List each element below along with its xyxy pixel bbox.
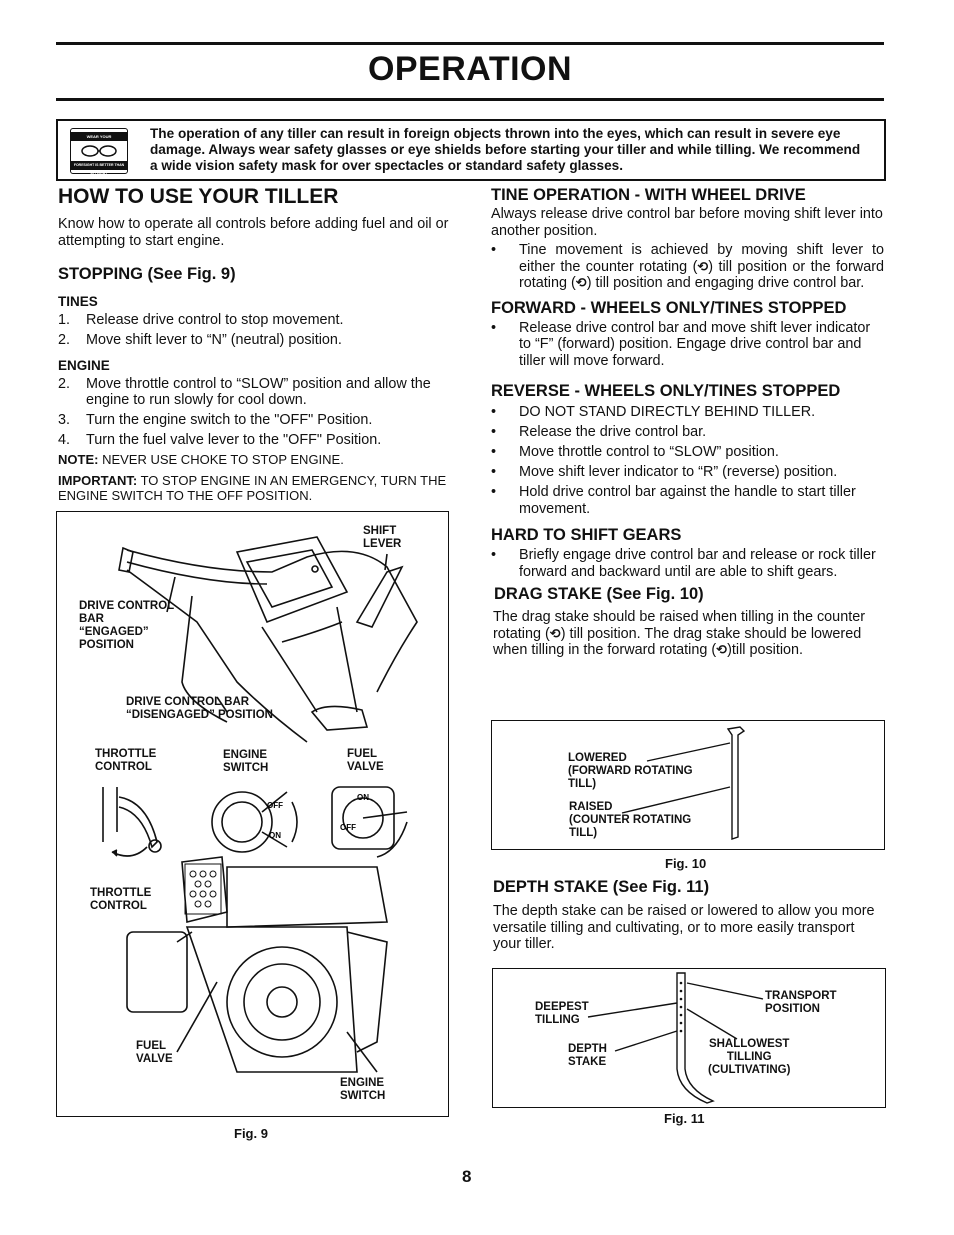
counter-rotating-icon: ⟲ [549,625,561,641]
raised-label: RAISED (COUNTER ROTATING TILL) [569,801,692,839]
list-item: • Briefly engage drive control bar and release or rock tiller forward and backward until are able to shift gears. [491,547,876,580]
list-item: • Move throttle control to “SLOW” position. [491,444,779,460]
depth-stake-text: The depth stake can be raised or lowered to allow you more versatile tilling and cultivating, or to more easily transport your tiller. [493,903,875,952]
figure-9 [56,511,449,1117]
engine-heading: ENGINE [58,357,110,373]
intro-text: Know how to operate all controls before adding fuel and oil or attempting to start engine. [58,216,449,249]
depth-stake-heading: DEPTH STAKE (See Fig. 11) [493,878,710,896]
valve-off-label: OFF [340,823,356,832]
list-item: 3. Turn the engine switch to the "OFF" Position. [58,412,373,428]
fuel-valve-label-top: FUEL VALVE [347,748,384,773]
tine-operation-heading: TINE OPERATION - WITH WHEEL DRIVE [491,186,806,204]
list-item: • Move shift lever indicator to “R” (reverse) position. [491,464,838,480]
hard-to-shift-heading: HARD TO SHIFT GEARS [491,526,682,544]
tines-steps [58,312,454,349]
list-item: • Release drive control bar and move shift lever indicator to “F” (forward) position. Engage drive control bar and tiller will move forward. [491,319,871,369]
transport-position-label: TRANSPORT POSITION [765,990,837,1015]
fuel-valve-label-bottom: FUEL VALVE [136,1040,173,1065]
how-to-use-heading: HOW TO USE YOUR TILLER [58,185,339,208]
shift-lever-label: SHIFT LEVER [363,525,402,550]
reverse-heading: REVERSE - WHEELS ONLY/TINES STOPPED [491,382,841,400]
forward-rotating-icon: ⟲ [716,642,728,657]
forward-heading: FORWARD - WHEELS ONLY/TINES STOPPED [491,298,847,317]
forward-rotating-icon: ⟲ [575,275,587,290]
list-item: 4. Turn the fuel valve lever to the "OFF" Position. [58,432,382,448]
engine-switch-label-top: ENGINE SWITCH [223,749,269,774]
tine-intro: Always release drive control bar before moving shift lever into another position. [491,206,883,239]
list-item: • DO NOT STAND DIRECTLY BEHIND TILLER. [491,404,816,420]
lowered-label: LOWERED (FORWARD ROTATING TILL) [568,752,693,790]
safety-warning-box [56,119,886,181]
counter-rotating-icon: ⟲ [697,258,709,274]
dial-off-label: OFF [267,801,283,810]
tine-bullets [491,242,884,292]
left-column [58,185,454,503]
drive-disengaged-label: DRIVE CONTROL BAR “DISENGAGED” POSITION [126,696,273,721]
note-line: NOTE: NEVER USE CHOKE TO STOP ENGINE. [58,452,344,467]
throttle-control-label-bottom: THROTTLE CONTROL [90,887,152,912]
tines-heading: TINES [58,294,98,309]
drag-stake-heading: DRAG STAKE (See Fig. 10) [494,585,704,603]
page-title: OPERATION [367,50,573,88]
safety-glasses-icon [70,128,128,174]
fig11-caption: Fig. 11 [664,1111,705,1126]
list-item: 2. Move shift lever to “N” (neutral) position. [58,332,342,348]
throttle-control-label-top: THROTTLE CONTROL [95,748,157,773]
figure-11 [492,968,886,1108]
title-underline [56,98,884,101]
fig10-caption: Fig. 10 [665,856,707,871]
list-item: 1. Release drive control to stop movement. [58,312,344,328]
list-item: • Hold drive control bar against the handle to start tiller movement. [491,484,856,517]
fig9-caption: Fig. 9 [234,1126,268,1141]
drag-stake-text: The drag stake should be raised when tilling in the counter rotating (⟲) till position. The drag stake should be lowered when tilling in the forward rotating (⟲)till position. [493,609,865,658]
engine-steps [58,376,454,449]
depth-stake-label: DEPTH STAKE [568,1043,607,1068]
stopping-heading: STOPPING (See Fig. 9) [58,265,236,283]
shallowest-tilling-label: SHALLOWEST TILLING (CULTIVATING) [708,1038,791,1076]
important-line: IMPORTANT: TO STOP ENGINE IN AN EMERGENCY, TURN THE ENGINE SWITCH TO THE OFF POSITION. [58,473,447,503]
valve-on-label: ON [357,793,369,802]
dial-on-label: ON [269,831,281,840]
hard-to-shift-bullets [491,547,884,580]
list-item: • Tine movement is achieved by moving shift lever to either the counter rotating (⟲) till position or the forward rotating (⟲) till position and engaging drive control bar. [491,242,884,291]
list-item: 2. Move throttle control to “SLOW” position and allow the engine to run slowly for cool down. [58,375,431,408]
right-column [491,185,884,659]
deepest-tilling-label: DEEPEST TILLING [535,1001,589,1026]
depth-stake-section [493,877,885,953]
reverse-bullets [491,404,884,517]
page-number: 8 [462,1167,472,1186]
forward-bullets [491,320,884,370]
list-item: • Release the drive control bar. [491,424,707,440]
engine-switch-label-bottom: ENGINE SWITCH [340,1077,386,1102]
figure-10 [491,720,885,850]
warning-text: The operation of any tiller can result in foreign objects thrown into the eyes, which can result in severe eye damage. Always wear safety glasses or eye shields before starting your tiller and while tilling. We recommend a wide vision safety mask for over spectacles or standard safety glasses. [150,126,861,173]
icon-top-text: WEAR YOUR [71,132,127,141]
drive-engaged-label: DRIVE CONTROL BAR “ENGAGED” POSITION [79,600,175,651]
icon-bottom-text: FORESIGHT IS BETTER THAN NO SIGHT [71,161,127,170]
top-rule [56,42,884,45]
